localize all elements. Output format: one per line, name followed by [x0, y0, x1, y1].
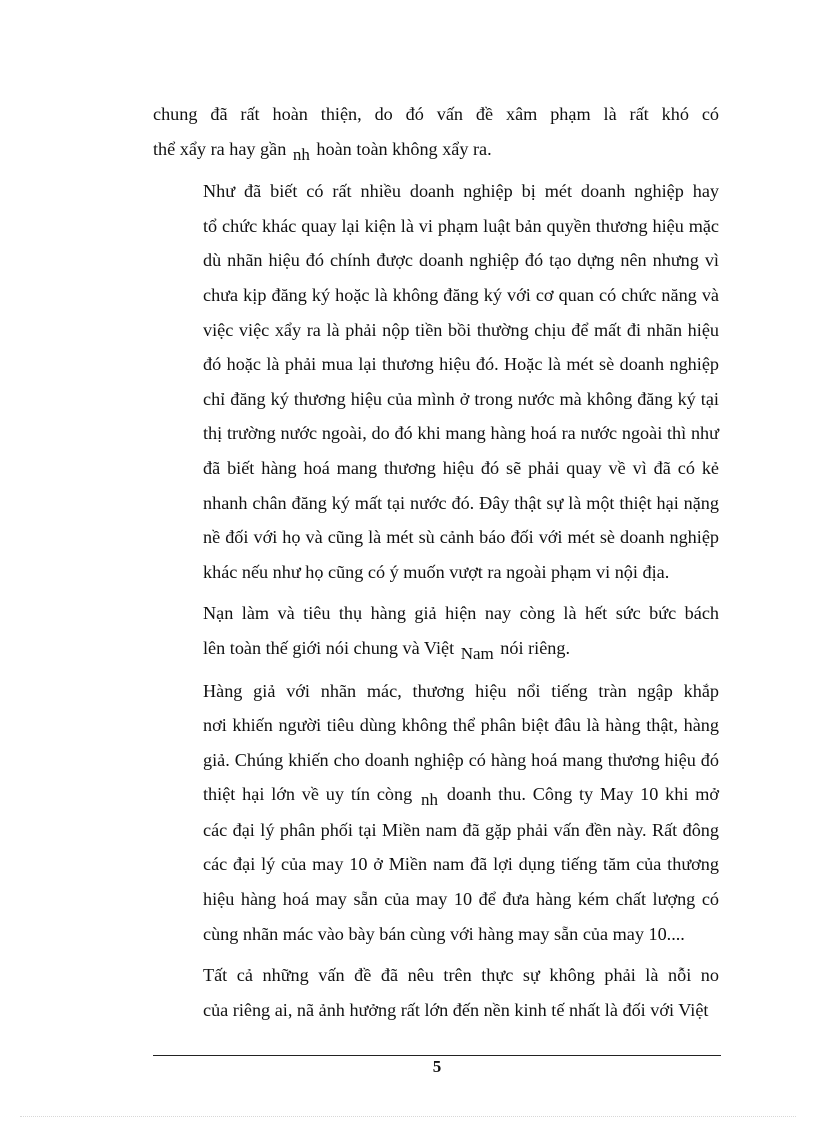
lowered-fragment: Nam [460, 643, 494, 663]
text-line [153, 631, 719, 667]
paragraph [153, 958, 719, 1027]
text-line: việc việc xẩy ra là phải nộp tiền bồi thường chịu để mất đi nhãn hiệu [203, 319, 719, 340]
text-line: tổ chức khác quay lại kiện là vi phạm luật bản quyền thương hiệu mặc [203, 215, 719, 236]
paragraph [153, 174, 719, 589]
text-fragment: lên toàn thế giới nói chung và Việt [203, 637, 459, 658]
text-line [153, 132, 719, 168]
text-fragment: thiệt hại lớn về uy tín còng [203, 784, 420, 805]
paragraph [153, 596, 719, 666]
text-line: dù nhãn hiệu đó chính được doanh nghiệp đó tạo dựng nên nhưng vì [203, 250, 719, 271]
footer-rule [153, 1055, 721, 1056]
text-fragment: hoàn toàn không xẩy ra. [311, 138, 492, 159]
body-text [153, 97, 719, 1034]
text-line: các đại lý của may 10 ở Miền nam đã lợi dụng tiếng tăm của thương [203, 854, 719, 875]
text-line: nề đối với họ và cũng là mét sù cảnh báo đối với mét sè doanh nghiệp [203, 527, 719, 548]
text-line: nhanh chân đăng ký mất tại nước đó. Đây thật sự là một thiệt hại nặng [203, 492, 719, 513]
text-line: đã biết hàng hoá mang thương hiệu đó sẽ phải quay về vì đã có kẻ [203, 457, 719, 478]
page-edge-divider [20, 1116, 796, 1117]
text-line [153, 777, 719, 813]
text-line: giả. Chúng khiến cho doanh nghiệp có hàng hoá mang thương hiệu đó [203, 749, 719, 770]
paragraph [153, 97, 719, 167]
paragraph [153, 674, 719, 952]
text-line: Nạn làm và tiêu thụ hàng giả hiện nay còng là hết sức bức bách [203, 603, 719, 624]
text-line: chỉ đăng ký thương hiệu của mình ở trong nước mà không đăng ký tại [203, 388, 719, 409]
text-line: thị trường nước ngoài, do đó khi mang hàng hoá ra nước ngoài thì như [203, 423, 719, 444]
text-line: đó hoặc là phải mua lại thương hiệu đó. Hoặc là mét sè doanh nghiệp [203, 354, 719, 375]
text-line: nơi khiến người tiêu dùng không thể phân biệt đâu là hàng thật, hàng [203, 715, 719, 736]
text-line: khác nếu như họ cũng có ý muốn vượt ra ngoài phạm vi nội địa. [203, 561, 670, 582]
text-line: chung đã rất hoàn thiện, do đó vấn đề xâm phạm là rất khó có [153, 104, 719, 124]
text-fragment: thể xẩy ra hay gần [153, 138, 291, 159]
page-number: 5 [432, 1057, 442, 1076]
text-line: hiệu hàng hoá may sẵn của may 10 để đưa hàng kém chất lượng có [203, 889, 719, 910]
text-line: của riêng ai, nã ảnh hưởng rất lớn đến nền kinh tế nhất là đối với Việt [203, 999, 709, 1020]
text-fragment: nói riêng. [495, 637, 571, 658]
text-line: cùng nhãn mác vào bày bán cùng với hàng may sẵn của may 10.... [203, 923, 685, 944]
text-line: chưa kịp đăng ký hoặc là không đăng ký với cơ quan có chức năng và [203, 284, 719, 305]
lowered-fragment: nh [421, 790, 439, 810]
text-line: Tất cả những vấn đề đã nêu trên thực sự không phải là nỗi no [203, 965, 719, 986]
text-fragment: doanh thu. Công ty May 10 khi mở [440, 784, 719, 805]
lowered-fragment: nh [292, 144, 310, 164]
text-line: Hàng giả với nhãn mác, thương hiệu nổi tiếng tràn ngập khắp [203, 680, 719, 701]
text-line: các đại lý phân phối tại Miền nam đã gặp phải vấn đền này. Rất đông [203, 819, 719, 840]
text-line: Như đã biết có rất nhiều doanh nghiệp bị mét doanh nghiệp hay [203, 181, 719, 202]
